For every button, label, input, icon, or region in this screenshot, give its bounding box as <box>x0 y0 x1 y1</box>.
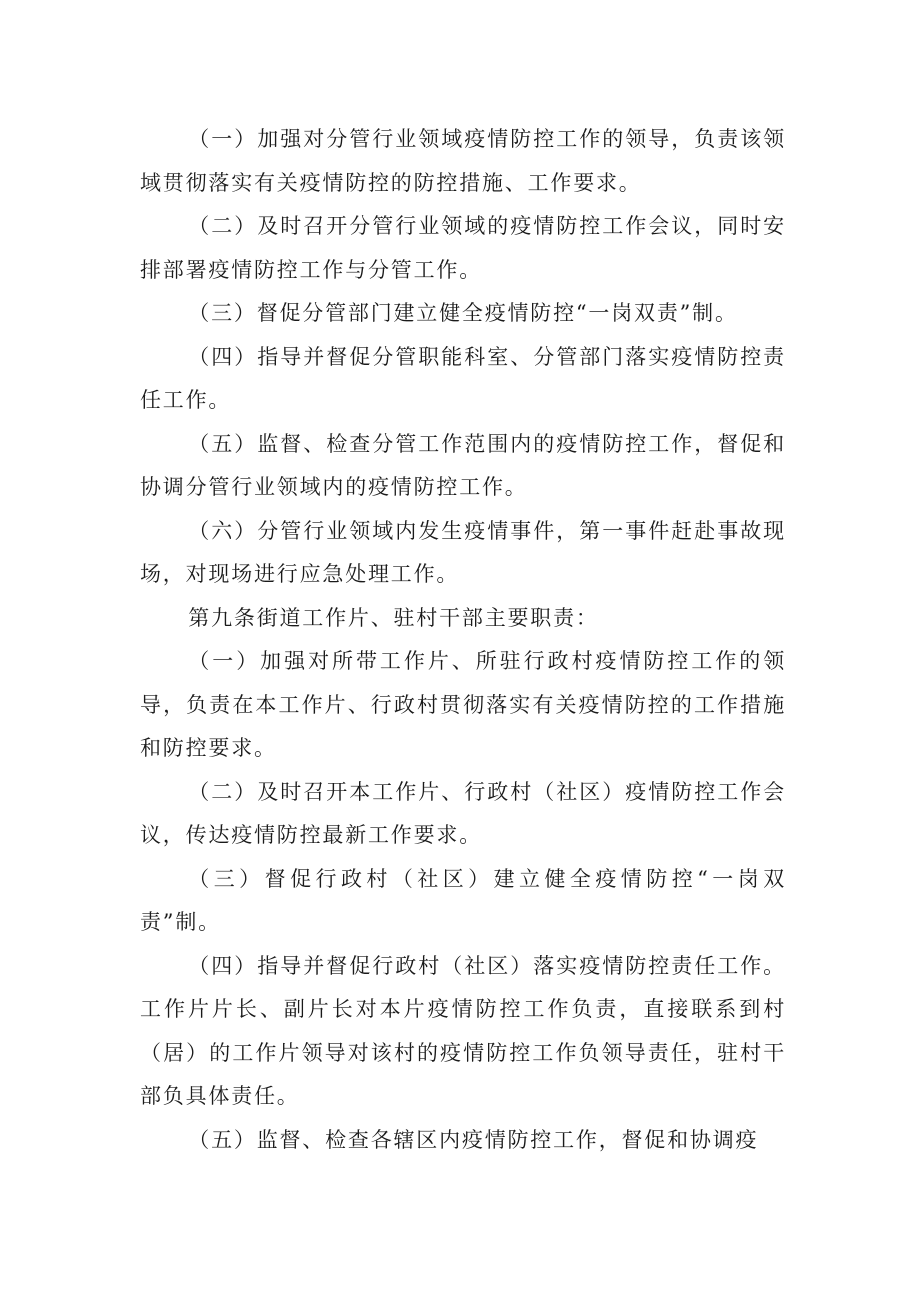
paragraph-sub-item-5: （五）监督、检查分管工作范围内的疫情防控工作，督促和协调分管行业领域内的疫情防控工作。 <box>140 431 786 499</box>
paragraph-sub-item-3: （三）督促行政村（社区）建立健全疫情防控“一岗双责”制。 <box>140 866 786 934</box>
paragraph-sub-item-2: （二）及时召开分管行业领域的疫情防控工作会议，同时安排部署疫情防控工作与分管工作。 <box>140 214 786 282</box>
paragraph-sub-item-2: （二）及时召开本工作片、行政村（社区）疫情防控工作会议，传达疫情防控最新工作要求。 <box>140 779 786 847</box>
paragraph-sub-item-4: （四）指导并督促行政村（社区）落实疫情防控责任工作。工作片片长、副片长对本片疫情防控工作负责，直接联系到村（居）的工作片领导对该村的疫情防控工作负领导责任，驻村干部负具体责任。 <box>140 953 786 1108</box>
article-heading: 第九条街道工作片、驻村干部主要职责： <box>188 605 599 630</box>
document-body <box>140 118 786 1162</box>
paragraph-sub-item-6: （六）分管行业领域内发生疫情事件，第一事件赶赴事故现场，对现场进行应急处理工作。 <box>140 518 786 586</box>
paragraph-sub-item-3: （三）督促分管部门建立健全疫情防控“一岗双责”制。 <box>188 301 738 325</box>
paragraph-sub-item-4: （四）指导并督促分管职能科室、分管部门落实疫情防控责任工作。 <box>140 344 786 412</box>
paragraph-sub-item-5: （五）监督、检查各辖区内疫情防控工作，督促和协调疫 <box>188 1127 759 1152</box>
paragraph-sub-item-1: （一）加强对所带工作片、所驻行政村疫情防控工作的领导，负责在本工作片、行政村贯彻落实有关疫情防控的工作措施和防控要求。 <box>140 649 786 760</box>
paragraph-sub-item-1: （一）加强对分管行业领域疫情防控工作的领导，负责该领域贯彻落实有关疫情防控的防控措施、工作要求。 <box>140 127 786 195</box>
